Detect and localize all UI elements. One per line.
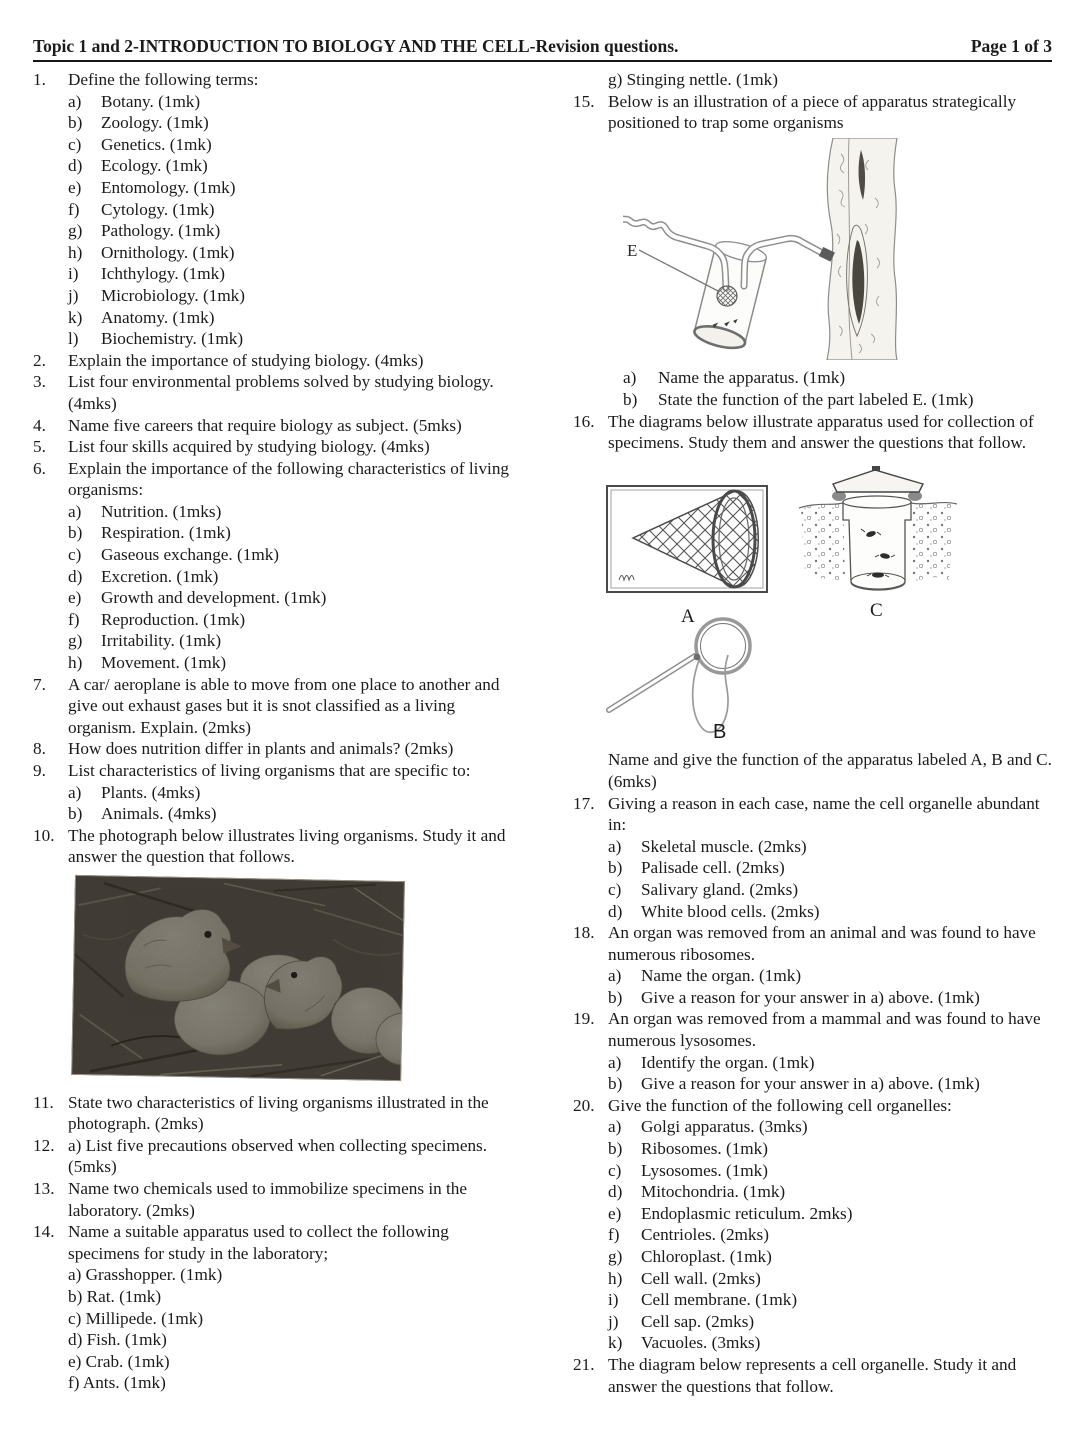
question-text: List characteristics of living organisms that are specific to: <box>68 761 471 780</box>
cone-mesh <box>633 491 758 587</box>
sub-question-letter: a) <box>623 368 637 388</box>
question-item <box>573 1354 1052 1397</box>
sub-question <box>608 1138 1052 1160</box>
sub-question-letter: g) <box>608 1247 623 1266</box>
sub-question-letter: h) <box>608 1268 623 1288</box>
question-continuation-text: g) Stinging nettle. (1mk) <box>608 70 778 89</box>
question-text: Explain the importance of the following characteristics of living organisms: <box>68 458 510 500</box>
sub-question-letter: f) <box>68 609 80 629</box>
document-title: Topic 1 and 2-INTRODUCTION TO BIOLOGY AND THE CELL-Revision questions. <box>33 36 679 56</box>
question-number: 9. <box>33 761 46 780</box>
sub-question <box>623 367 1052 389</box>
sub-question <box>68 652 511 674</box>
sub-question-inline: c) Millipede. (1mk) <box>68 1308 204 1328</box>
sub-question-letter: d) <box>68 566 83 586</box>
question-text: Name a suitable apparatus used to collect the following specimens for study in the laboratory; <box>68 1222 449 1263</box>
sub-question-letter: b) <box>623 389 638 409</box>
sub-question-text: Pathology. (1mk) <box>101 221 221 241</box>
sub-question-inline: a) Grasshopper. (1mk) <box>68 1265 223 1285</box>
sub-question-letter: g) <box>68 221 83 241</box>
label-E: E <box>627 240 638 260</box>
question-number: 7. <box>33 674 46 694</box>
sub-question-letter: j) <box>68 285 79 305</box>
question-item <box>573 411 1052 454</box>
question-item <box>33 674 511 739</box>
question-text: Giving a reason in each case, name the cell organelle abundant in: <box>608 793 1040 835</box>
label-B: B <box>713 720 727 743</box>
question-item <box>573 91 1052 134</box>
sub-question-letter: b) <box>68 804 83 824</box>
sub-question-text: Plants. (4mks) <box>101 782 201 802</box>
question-item <box>573 793 1052 836</box>
ring-joint <box>694 653 701 660</box>
sub-question <box>68 522 511 544</box>
sub-question-text: Cell sap. (2mks) <box>641 1311 755 1331</box>
question-text: Explain the importance of studying biology. (4mks) <box>68 350 424 370</box>
question-text: Name and give the function of the apparatus labeled A, B and C. (6mks) <box>608 750 1052 791</box>
sub-question-letter: b) <box>608 858 623 878</box>
question-number: 13. <box>33 1178 55 1198</box>
question-text: An organ was removed from a mammal and was found to have numerous lysosomes. <box>608 1009 1041 1051</box>
sub-question-text: Growth and development. (1mk) <box>101 588 327 608</box>
sub-question-letter: a) <box>608 966 622 986</box>
sub-question <box>68 544 511 566</box>
question-item <box>33 1135 511 1178</box>
sub-question <box>608 836 1052 858</box>
sub-question-letter: a) <box>608 1052 622 1072</box>
question-number: 15. <box>573 91 595 111</box>
question-item <box>33 1178 511 1221</box>
question-item <box>33 738 511 760</box>
sub-question-text: Botany. (1mk) <box>101 91 201 111</box>
sub-question <box>68 328 511 350</box>
tree-trunk <box>827 138 897 360</box>
page-header <box>33 36 1052 62</box>
sub-question-inline: d) Fish. (1mk) <box>68 1330 167 1350</box>
sub-question-letter: c) <box>608 1160 622 1180</box>
sub-question-text: Ichthylogy. (1mk) <box>101 264 225 284</box>
pitfall-trap-diagram-C <box>799 466 957 621</box>
question-number: 6. <box>33 458 46 478</box>
sub-question-letter: b) <box>608 1139 623 1159</box>
question-item <box>33 1092 511 1135</box>
sub-question-text: Cell membrane. (1mk) <box>641 1290 798 1310</box>
sub-question <box>623 389 1052 411</box>
question-text: How does nutrition differ in plants and animals? (2mks) <box>68 739 454 759</box>
sub-question <box>608 1203 1052 1225</box>
sub-question <box>68 609 511 631</box>
pooter-figure <box>623 138 1052 366</box>
sub-question-text: Respiration. (1mk) <box>101 523 231 543</box>
question-number: 16. <box>573 411 595 431</box>
sub-question-letter: a) <box>608 836 622 856</box>
sweep-net-diagram-B <box>609 619 750 743</box>
sub-question <box>608 1181 1052 1203</box>
sub-question-text: State the function of the part labeled E. (1mk) <box>658 389 974 409</box>
question-text: An organ was removed from an animal and was found to have numerous ribosomes. <box>608 923 1036 964</box>
sub-question-letter: k) <box>68 307 83 327</box>
sub-question-text: Name the apparatus. (1mk) <box>658 368 846 388</box>
question-text: List four environmental problems solved by studying biology. (4mks) <box>68 372 494 413</box>
question-number: 1. <box>33 70 46 89</box>
left-column <box>33 69 511 1397</box>
sub-question-text: Skeletal muscle. (2mks) <box>641 836 807 856</box>
question-text: a) List five precautions observed when collecting specimens. (5mks) <box>68 1135 488 1177</box>
sub-question-text: Lysosomes. (1mk) <box>641 1160 768 1180</box>
sub-question <box>608 1311 1052 1333</box>
sub-question <box>68 630 511 652</box>
sub-question-letter: e) <box>68 177 82 197</box>
question-text: The photograph below illustrates living organisms. Study it and answer the question that follows. <box>68 825 506 867</box>
question-text: A car/ aeroplane is able to move from one place to another and give out exhaust gases but it is snot classified as a living organism. Explain. (2mks) <box>68 674 500 737</box>
apparatus-diagrams <box>601 460 957 744</box>
question-item <box>33 1221 511 1264</box>
sub-question-letter: c) <box>608 879 622 899</box>
question-item <box>573 1008 1052 1051</box>
sub-question <box>608 1268 1052 1290</box>
question-text: Name two chemicals used to immobilize specimens in the laboratory. (2mks) <box>68 1178 468 1220</box>
sub-question <box>608 1160 1052 1182</box>
sub-question-letter: d) <box>608 1182 623 1202</box>
gauze-part-E <box>717 286 737 306</box>
raised-lid <box>833 470 923 492</box>
sub-question-text: Zoology. (1mk) <box>101 113 209 133</box>
sub-question-letter: d) <box>68 156 83 176</box>
jar-mouth <box>843 496 911 508</box>
lid-knob <box>872 466 880 471</box>
sub-question <box>608 1289 1052 1311</box>
sub-question <box>68 155 511 177</box>
question-item <box>33 825 511 868</box>
question-text: Below is an illustration of a piece of apparatus strategically positioned to trap some organisms <box>608 91 1017 133</box>
sub-question <box>68 782 511 804</box>
question-number: 20. <box>573 1095 595 1115</box>
two-column-body <box>33 69 1052 1397</box>
sub-question <box>68 803 511 825</box>
sub-question-text: Gaseous exchange. (1mk) <box>101 545 280 565</box>
sub-question-text: Microbiology. (1mk) <box>101 285 246 305</box>
sub-question <box>608 1116 1052 1138</box>
sub-question <box>68 199 511 221</box>
sub-question-letter: a) <box>68 782 82 802</box>
sub-question <box>608 879 1052 901</box>
sub-question <box>608 901 1052 923</box>
soil-right <box>909 503 955 582</box>
pooter-trap-illustration <box>623 138 915 360</box>
sub-question-letter: b) <box>68 523 83 543</box>
sub-question-text: Identify the organ. (1mk) <box>641 1052 815 1072</box>
sub-question-letter: i) <box>608 1290 619 1310</box>
sub-question <box>608 857 1052 879</box>
question-item <box>33 69 511 91</box>
sub-question-letter: f) <box>608 1225 620 1245</box>
question-number: 5. <box>33 437 46 457</box>
sub-question <box>68 177 511 199</box>
sub-question-letter: b) <box>608 987 623 1007</box>
question-number: 14. <box>33 1222 55 1242</box>
sub-question-letter: b) <box>608 1074 623 1094</box>
sub-question-text: Endoplasmic reticulum. 2mks) <box>641 1203 853 1223</box>
sub-question <box>68 220 511 242</box>
sub-question-letter: j) <box>608 1311 619 1331</box>
label-A: A <box>681 605 695 627</box>
sub-question-letter: h) <box>68 242 83 262</box>
label-C: C <box>870 599 883 621</box>
label-E-leader-line <box>639 250 718 291</box>
sub-question-letter: b) <box>68 113 83 133</box>
question-number: 8. <box>33 739 46 759</box>
right-column <box>573 69 1052 1397</box>
question-text: List four skills acquired by studying biology. (4mks) <box>68 437 430 457</box>
sub-question-text: Name the organ. (1mk) <box>641 966 802 986</box>
sub-question <box>608 1052 1052 1074</box>
question-text: Give the function of the following cell organelles: <box>608 1095 952 1115</box>
grass <box>619 575 634 580</box>
sub-question <box>608 1332 1052 1354</box>
chicks-photo-figure <box>71 875 405 1087</box>
question-item <box>33 371 511 414</box>
question-item <box>33 436 511 458</box>
photo-grain <box>71 875 405 1081</box>
question-number: 10. <box>33 825 55 845</box>
sub-question <box>608 965 1052 987</box>
chicks-and-eggs-photo <box>71 875 405 1081</box>
sub-question <box>68 242 511 264</box>
sub-question-letter: c) <box>68 545 82 565</box>
question-number: 12. <box>33 1135 55 1155</box>
sub-question-text: Ribosomes. (1mk) <box>641 1139 768 1159</box>
sub-question-text: Animals. (4mks) <box>101 804 217 824</box>
sub-question-letter: a) <box>68 501 82 521</box>
sub-question-text: Centrioles. (2mks) <box>641 1225 769 1245</box>
sub-question-text: Chloroplast. (1mk) <box>641 1247 772 1266</box>
sub-question-letter: e) <box>608 1203 622 1223</box>
sub-question-text: Vacuoles. (3mks) <box>641 1333 761 1353</box>
sub-question <box>608 1224 1052 1246</box>
sub-question-text: Salivary gland. (2mks) <box>641 879 799 899</box>
question-item <box>573 1095 1052 1117</box>
question-text: The diagram below represents a cell organelle. Study it and answer the questions that follow. <box>608 1354 1017 1396</box>
sub-question-text: Biochemistry. (1mk) <box>101 329 244 349</box>
apparatus-diagrams-figure <box>601 460 1052 750</box>
sub-question-text: Mitochondria. (1mk) <box>641 1182 786 1202</box>
sub-question <box>68 285 511 307</box>
sub-question-letter: i) <box>68 264 79 284</box>
sub-question-text: Give a reason for your answer in a) above. (1mk) <box>641 987 980 1007</box>
sub-question <box>68 587 511 609</box>
sub-question-letter: g) <box>68 631 83 651</box>
question-number: 17. <box>573 793 595 813</box>
sub-question-letter: a) <box>608 1117 622 1137</box>
question-number: 19. <box>573 1009 595 1029</box>
sub-question <box>68 134 511 156</box>
sub-question-text: Anatomy. (1mk) <box>101 307 215 327</box>
sub-question-text: Cell wall. (2mks) <box>641 1268 761 1288</box>
sub-question-text: Ecology. (1mk) <box>101 156 208 176</box>
question-text: Define the following terms: <box>68 70 259 89</box>
sub-question-letter: c) <box>68 134 82 154</box>
sub-question-text: Golgi apparatus. (3mks) <box>641 1117 808 1137</box>
question-item <box>33 760 511 782</box>
sub-question-letter: k) <box>608 1333 623 1353</box>
sub-question-text: Ornithology. (1mk) <box>101 242 235 262</box>
page-number: Page 1 of 3 <box>970 36 1052 56</box>
sub-question <box>68 91 511 113</box>
sub-question-letter: h) <box>68 653 83 673</box>
sub-question <box>68 263 511 285</box>
sub-question-text: Palisade cell. (2mks) <box>641 858 785 878</box>
sub-question-inline: b) Rat. (1mk) <box>68 1286 162 1306</box>
question-text: State two characteristics of living organisms illustrated in the photograph. (2mks) <box>68 1092 489 1134</box>
sub-question <box>68 566 511 588</box>
question-item <box>33 415 511 437</box>
sub-question-letter: d) <box>608 901 623 921</box>
sub-question-text: White blood cells. (2mks) <box>641 901 820 921</box>
sub-question-inline: e) Crab. (1mk) <box>68 1351 170 1371</box>
sub-question-text: Movement. (1mk) <box>101 653 227 673</box>
sub-question-text: Reproduction. (1mk) <box>101 609 246 629</box>
question-number: 18. <box>573 923 595 943</box>
question-text: The diagrams below illustrate apparatus used for collection of specimens. Study them and answer the questions that follow. <box>608 411 1034 453</box>
sub-question-text: Entomology. (1mk) <box>101 177 236 197</box>
sub-question <box>608 1246 1052 1268</box>
question-item <box>33 350 511 372</box>
sub-question-text: Genetics. (1mk) <box>101 134 212 154</box>
net-ring <box>696 619 750 673</box>
question-text: Name five careers that require biology as subject. (5mks) <box>68 415 462 435</box>
sub-question-letter: a) <box>68 91 82 111</box>
question-item <box>33 458 511 501</box>
question-item <box>573 922 1052 965</box>
sub-question <box>608 1073 1052 1095</box>
sub-question-text: Nutrition. (1mks) <box>101 501 222 521</box>
sub-question-letter: e) <box>68 588 82 608</box>
sub-question <box>68 501 511 523</box>
soil-left <box>801 503 845 582</box>
question-number: 11. <box>33 1092 54 1112</box>
sub-question-text: Excretion. (1mk) <box>101 566 219 586</box>
sub-question-text: Irritability. (1mk) <box>101 631 222 651</box>
cone-net-diagram-A <box>607 486 767 627</box>
question-number: 4. <box>33 415 46 435</box>
sub-question-letter: l) <box>68 329 79 349</box>
sub-question-text: Cytology. (1mk) <box>101 199 215 219</box>
sub-question-inline: f) Ants. (1mk) <box>68 1373 166 1393</box>
sub-question-letter: f) <box>68 199 80 219</box>
sub-question-text: Give a reason for your answer in a) above. (1mk) <box>641 1074 980 1094</box>
question-number: 3. <box>33 372 46 392</box>
sub-question <box>68 307 511 329</box>
question-number: 2. <box>33 350 46 370</box>
question-number: 21. <box>573 1354 595 1374</box>
sub-question <box>608 987 1052 1009</box>
sub-question <box>68 112 511 134</box>
